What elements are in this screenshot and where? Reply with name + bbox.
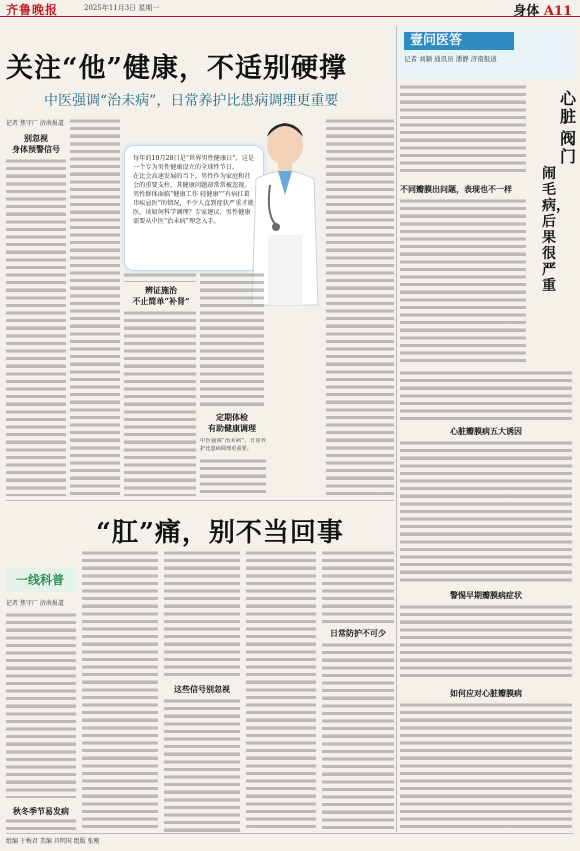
sidebar-body-2	[400, 440, 572, 584]
sidebar-body-1b	[400, 370, 572, 420]
article2-byline: 记者 焦守广 济南报道	[6, 600, 64, 607]
science-banner	[6, 568, 76, 592]
sidebar-head-2: 心脏瓣膜病五大诱因	[450, 426, 522, 436]
sidebar-body-4	[400, 702, 572, 830]
sub-heading-1b: 不止简单“补肾”	[132, 296, 190, 306]
section-divider	[6, 500, 394, 501]
sidebar-head-3: 警惕早期瓣膜病症状	[450, 590, 522, 600]
page-header	[0, 0, 580, 17]
a2-sub-b: 这些信号别忽视	[174, 684, 230, 694]
sidebar-vertical-title	[530, 84, 576, 344]
sub-heading-2: 定期体检	[216, 412, 248, 422]
a2-column-4	[246, 550, 316, 832]
banner-title: 壹问医答	[404, 32, 514, 50]
sidebar-head-1: 不同瓣膜出问题，表现也不一样	[400, 184, 512, 194]
body-column-3b	[124, 310, 196, 496]
qa-text: 中医强调“治未病”，日常养护比患病调理更重要。	[200, 438, 266, 452]
sidebar-intro	[400, 84, 526, 176]
a2-column-1b	[6, 818, 76, 834]
vtitle-b: 阀门	[560, 129, 577, 166]
callout-card	[124, 145, 264, 271]
body-column-2	[70, 118, 120, 496]
vtitle-a: 心脏	[560, 89, 577, 126]
sidebar-body-1	[400, 198, 526, 366]
article2-title: “肛”痛，别不当回事	[96, 518, 344, 548]
newspaper-logo: 齐鲁晚报	[6, 3, 59, 17]
a2-column-3a	[164, 550, 240, 680]
body-column-1	[6, 158, 66, 496]
a2-column-2	[82, 550, 158, 832]
article1-subtitle: 中医强调“治未病”，日常养护比患病调理更重要	[44, 93, 339, 109]
sub-heading-1: 辨证施治	[145, 285, 177, 295]
sub-heading-2b: 有助健康调理	[208, 423, 256, 433]
a2-sub-c: 日常防护不可少	[330, 628, 386, 638]
a2-column-5a	[322, 550, 394, 624]
sidebar-banner	[398, 28, 576, 78]
body-column-5	[326, 118, 394, 496]
sidebar-body-3	[400, 604, 572, 680]
a2-column-5b	[322, 642, 394, 832]
body-column-3a	[124, 272, 196, 282]
banner-byline: 记者 刘颖 通讯员 潘静 济南报道	[404, 55, 497, 63]
issue-date: 2025年11月3日 星期一	[84, 4, 160, 12]
footer-credits: 组编 于梅君 美编 具明国 组版 张刚	[6, 838, 100, 845]
article1-byline: 记者 焦守广 济南报道	[6, 120, 64, 127]
a2-sub-a: 秋冬季节易发病	[13, 806, 69, 816]
vtitle-c: 闹毛病，后果很严重	[542, 166, 570, 294]
callout-text: 每年的10月28日是“世界男性健康日”，这是一个专为男性健康设立的全球性节日。 在比会高速发展的当下，男性作为家庭和社会的重要支柱，其健康问题却常常被忽视。男性群体面临“健康工作 轻健康”“有病扛着 讳疾忌医”的情况，不少人直到症状严重才就医。该如何科学调理？专家建议，男性健康需要从中医“治未病”理念入手。	[133, 155, 255, 225]
a2-column-3b	[164, 698, 240, 832]
sidebar-head-4: 如何应对心脏瓣膜病	[450, 688, 522, 698]
section-title: 身体 A11	[513, 4, 572, 19]
science-label: 一线科普	[16, 573, 65, 587]
body-column-4a	[200, 272, 264, 408]
article1-title: 关注“他”健康，不适别硬撑	[6, 53, 348, 84]
lead-head-2: 身体预警信号	[12, 144, 60, 154]
footer-rule	[6, 833, 574, 834]
lead-head-1: 别忽视	[24, 133, 48, 143]
body-column-4b	[200, 458, 266, 496]
column-divider	[396, 26, 397, 832]
a2-column-1	[6, 612, 76, 798]
